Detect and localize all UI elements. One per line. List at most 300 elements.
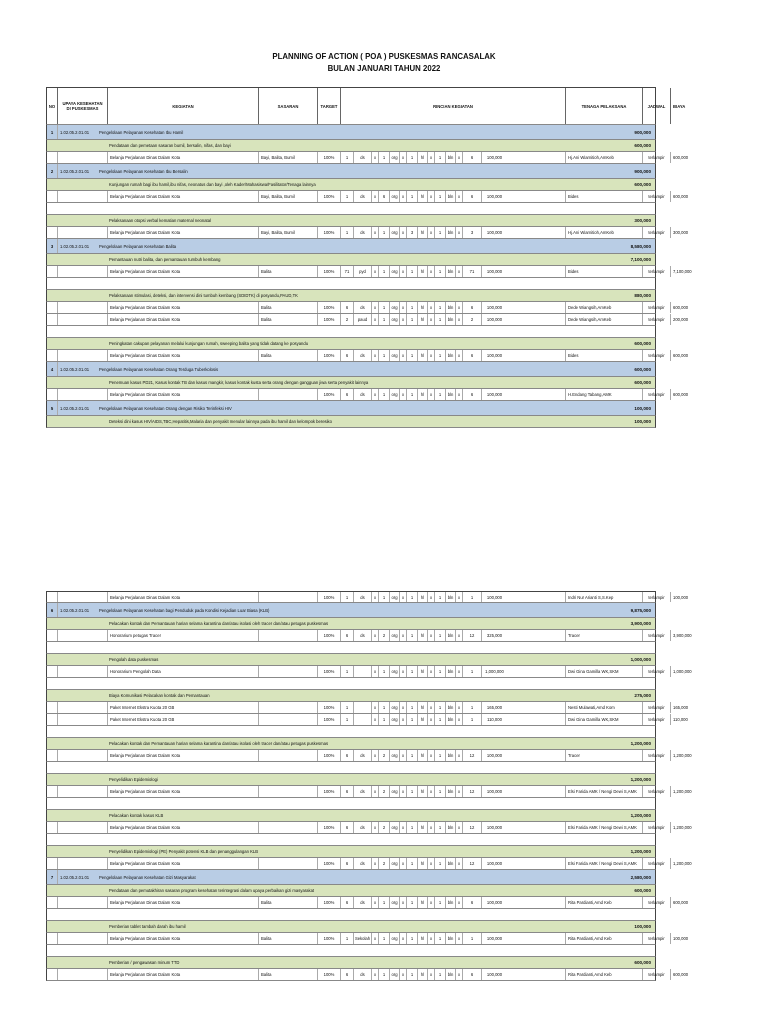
rincian-cell: 1 [378,152,389,163]
rincian-cell: org [389,592,399,602]
rincian-cell: x [399,702,406,713]
rincian-cell: 1 [434,969,445,980]
rincian-cell: x [371,822,378,833]
kegiatan-row [46,957,656,969]
detail-biaya: 300,000 [670,227,690,238]
detail-row [46,750,692,762]
program-code: 1.02.05.2.01.01 [57,164,97,178]
rincian-cell: pyd [353,266,371,277]
rincian-cell: 2 [378,786,389,797]
detail-kegiatan: Honorarium petugas Tracer [107,630,258,641]
rincian-cell: ds [353,822,371,833]
rincian-cell: x [399,858,406,869]
rincian-cell: x [371,630,378,641]
detail-jadwal: terlampir [642,314,670,325]
kegiatan-total: 1,200,000 [630,849,651,854]
rincian-cell: x [371,389,378,400]
rincian-cell: x [455,266,462,277]
rincian-cell: ds [353,969,371,980]
rincian-cell: 1 [378,702,389,713]
detail-kegiatan: Belanja Perjalanan Dinas Dalam Kota [107,227,258,238]
detail-kegiatan: Belanja Perjalanan Dinas Dalam Kota [107,897,258,908]
rincian-cell: 1 [378,714,389,725]
rincian-cell: x [399,822,406,833]
rincian-cell: 6 [340,969,353,980]
rincian-cell: hl [417,822,427,833]
rincian-cell: ds [353,750,371,761]
rincian-cell: 12 [462,786,481,797]
rincian-cell: bln [445,314,455,325]
rincian-cell: org [389,227,399,238]
rincian-cell: x [427,302,434,313]
detail-no-cell [47,592,57,602]
rincian-cell: ds [353,350,371,361]
rincian-cell: x [455,666,462,677]
detail-target: 100% [317,969,340,980]
detail-upaya-cell [57,822,107,833]
detail-sasaran: Balita [258,350,317,361]
program-name: Pengelolaan Pelayanan Kesehatan Ibu Bersalin [99,168,188,174]
spacer-row [46,909,656,921]
detail-upaya-cell [57,933,107,944]
kegiatan-total: 100,000 [634,924,651,929]
rincian-cell: ds [353,389,371,400]
rincian-cell: 1 [406,750,417,761]
detail-biaya: 600,000 [670,152,690,163]
rincian-cell: x [427,314,434,325]
detail-target: 100% [317,152,340,163]
detail-row [46,714,688,726]
detail-target: 100% [317,350,340,361]
rincian-cell: bln [445,969,455,980]
rincian-cell: x [399,266,406,277]
kegiatan-total: 1,200,000 [630,741,651,746]
detail-target: 100% [317,592,340,602]
spacer-row [46,945,656,957]
rincian-cell: 1 [434,822,445,833]
rincian-cell: hl [417,858,427,869]
rincian-cell: 1 [462,714,481,725]
rincian-cell: x [371,786,378,797]
rincian-cell: 1 [462,702,481,713]
rincian-cell: 12 [462,630,481,641]
detail-biaya: 600,000 [670,897,690,908]
rincian-cell [353,666,371,677]
detail-tenaga: Dwi Gina Gamilla WK,SKM [565,666,642,677]
rincian-cell: ds [353,191,371,202]
rincian-cell: hl [417,750,427,761]
rincian-cell: x [371,897,378,908]
rincian-cell: 6 [462,191,481,202]
detail-tenaga: Elsi Farida AMK / Nengi Dewi S,AMK [565,822,642,833]
kegiatan-row [46,690,656,702]
rincian-cell: 6 [340,822,353,833]
detail-upaya-cell [57,702,107,713]
rincian-cell [353,702,371,713]
detail-row [46,350,689,362]
rincian-cell: 1 [378,933,389,944]
detail-no-cell [47,897,57,908]
detail-kegiatan: Belanja Perjalanan Dinas Dalam Kota [107,302,258,313]
kegiatan-row [46,618,656,630]
detail-biaya: 1,200,000 [670,822,694,833]
detail-row [46,302,689,314]
rincian-cell: x [455,191,462,202]
rincian-cell: 6 [340,786,353,797]
rincian-cell: 1 [340,152,353,163]
detail-row [46,266,692,278]
spacer-row [46,203,656,215]
kegiatan-name: Penyelidikan Epidemiologi (PE) Penyakit potensi KLB dan penanggulangan KLB [109,849,258,854]
kegiatan-name: Pemberian / pengawasan minum TTD [109,960,180,965]
program-row [46,603,656,618]
kegiatan-name: Kunjungan rumah bagi ibu hamil,ibu nifas, neonatus dan bayi ,oleh Kader/Mahasiswa/Fasilitator/Tenaga lainnya [109,182,316,187]
rincian-cell: x [427,350,434,361]
kegiatan-row [46,738,656,750]
rincian-cell [353,714,371,725]
rincian-cell: 1 [406,702,417,713]
rincian-cell: 1 [406,191,417,202]
spacer-row [46,326,656,338]
spacer-row [46,278,656,290]
detail-target: 100% [317,702,340,713]
detail-tenaga: Hj.Ani Wiarnitioh,AmKeb [565,227,642,238]
rincian-cell: hl [417,592,427,602]
spacer-row [46,726,656,738]
rincian-cell: org [389,266,399,277]
kegiatan-name: Pelacakan kontak kasus KLB [109,813,164,818]
rincian-cell: org [389,714,399,725]
detail-row [46,314,689,326]
detail-jadwal: terlampir [642,897,670,908]
rincian-cell: 1 [434,750,445,761]
detail-sasaran: Balita [258,302,317,313]
rincian-cell: 100,000 [481,969,507,980]
rincian-cell: 1 [434,227,445,238]
rincian-cell: 1 [378,897,389,908]
rincian-cell: x [455,227,462,238]
program-total: 900,000 [634,129,651,135]
detail-sasaran: Balita [258,266,317,277]
rincian-cell: 1 [434,152,445,163]
rincian-cell: x [427,152,434,163]
detail-sasaran: Balita [258,314,317,325]
rincian-cell: x [455,702,462,713]
detail-kegiatan: Paket Internet Ekstra Kuota 20 GB [107,714,258,725]
kegiatan-total: 275,000 [634,693,651,698]
detail-no-cell [47,191,57,202]
rincian-cell: 100,000 [481,227,507,238]
rincian-cell: x [427,389,434,400]
rincian-cell: 100,000 [481,266,507,277]
detail-sasaran: Bayi, Balita, Bumil [258,152,317,163]
detail-biaya: 1,200,000 [670,858,694,869]
poa-table-page-1 [46,87,692,428]
detail-jadwal: terlampir [642,750,670,761]
detail-jadwal: terlampir [642,350,670,361]
header-target: TARGET [317,88,340,124]
detail-tenaga: Indri Nur Arianti S,S.Kep [565,592,642,602]
detail-no-cell [47,389,57,400]
program-row [46,164,656,179]
rincian-cell: ds [353,302,371,313]
detail-upaya-cell [57,389,107,400]
detail-tenaga: Dede Wiangsih,AmKeb [565,302,642,313]
rincian-cell: 2 [378,750,389,761]
rincian-cell: hl [417,933,427,944]
rincian-cell: 1,000,000 [481,666,507,677]
rincian-cell: 2 [462,314,481,325]
detail-tenaga: Nesti Mulawati,Amd Kom [565,702,642,713]
rincian-cell: 1 [378,969,389,980]
rincian-cell: x [371,227,378,238]
detail-sasaran: Balita [258,897,317,908]
rincian-cell: 1 [340,933,353,944]
rincian-cell: x [427,227,434,238]
detail-tenaga: Tracer [565,630,642,641]
kegiatan-name: Pelacakan kontak dan Pemantauan harian selama karantina dan/atau isolasi oleh tracer dan/atau petugas puskesmas [109,621,329,626]
kegiatan-total: 300,000 [634,218,651,223]
rincian-cell: x [455,714,462,725]
rincian-cell: x [399,933,406,944]
kegiatan-row [46,140,656,152]
kegiatan-name: Pelaksanaan stimulasi, deteksi, dan intervensi dini tumbuh kembang (SDIDTK) di posyandu,PAUD,TK [109,293,298,298]
detail-jadwal: terlampir [642,933,670,944]
rincian-cell: 1 [434,350,445,361]
rincian-cell: x [371,702,378,713]
rincian-cell: 1 [340,227,353,238]
program-name: Pengelolaan Pelayanan Kesehatan Ibu Hamil [99,129,184,135]
detail-upaya-cell [57,858,107,869]
rincian-cell: bln [445,750,455,761]
rincian-cell: 1 [434,302,445,313]
rincian-cell: bln [445,666,455,677]
rincian-cell: 1 [406,897,417,908]
rincian-cell: 1 [340,714,353,725]
rincian-cell: bln [445,786,455,797]
rincian-cell: 1 [406,714,417,725]
detail-no-cell [47,666,57,677]
detail-biaya: 200,000 [670,314,690,325]
rincian-cell: x [455,389,462,400]
rincian-cell: 3 [462,227,481,238]
rincian-cell: hl [417,314,427,325]
rincian-cell: hl [417,191,427,202]
rincian-cell: 1 [378,314,389,325]
rincian-cell: hl [417,702,427,713]
rincian-cell: x [399,302,406,313]
detail-sasaran [258,702,317,713]
rincian-cell: 1 [406,786,417,797]
rincian-cell: x [427,897,434,908]
detail-upaya-cell [57,152,107,163]
detail-upaya-cell [57,630,107,641]
detail-jadwal: terlampir [642,227,670,238]
detail-row [46,389,689,401]
rincian-cell: x [399,227,406,238]
rincian-cell: 1 [434,592,445,602]
detail-tenaga: H.Endang Tabang,AMK [565,389,642,400]
rincian-cell: 1 [434,897,445,908]
rincian-cell: 6 [340,302,353,313]
rincian-cell: hl [417,969,427,980]
rincian-cell: 1 [434,714,445,725]
detail-kegiatan: Belanja Perjalanan Dinas Dalam Kota [107,314,258,325]
rincian-cell: org [389,314,399,325]
rincian-cell: 1 [378,389,389,400]
detail-no-cell [47,786,57,797]
program-total: 100,000 [634,405,651,411]
rincian-cell: 1 [406,592,417,602]
rincian-cell: hl [417,630,427,641]
rincian-cell: 165,000 [481,702,507,713]
kegiatan-name: Pengolah data puskesmas [109,657,159,662]
kegiatan-row [46,885,656,897]
detail-kegiatan: Belanja Perjalanan Dinas Dalam Kota [107,858,258,869]
detail-kegiatan: Belanja Perjalanan Dinas Dalam Kota [107,933,258,944]
rincian-cell: x [455,969,462,980]
detail-target: 100% [317,666,340,677]
detail-no-cell [47,314,57,325]
rincian-cell: 6 [340,350,353,361]
rincian-cell: org [389,152,399,163]
program-name: Pengelolaan Pelayanan Kesehatan Orang dengan Risiko Terinfeksi HIV [99,405,232,411]
detail-no-cell [47,858,57,869]
detail-target: 100% [317,933,340,944]
kegiatan-name: Pemberian tablet tambah darah ibu hamil [109,924,186,929]
rincian-cell: 1 [462,933,481,944]
detail-jadwal: terlampir [642,592,670,602]
kegiatan-row [46,654,656,666]
rincian-cell: x [399,152,406,163]
header-biaya: BIAYA [670,88,687,124]
program-row [46,362,656,377]
rincian-cell: x [455,314,462,325]
rincian-cell: 100,000 [481,302,507,313]
program-total: 600,000 [634,366,651,372]
kegiatan-name: Pendataan dan pemetaan sasaran bumil, bersalin, nifas, dan bayi [109,143,231,148]
detail-row [46,227,689,239]
program-row [46,125,656,140]
kegiatan-name: Pelaksanaan otopsi verbal kematian maternal neonatal [109,218,211,223]
detail-row [46,858,692,870]
poa-table-page-2 [46,591,692,981]
rincian-cell: x [427,786,434,797]
rincian-cell: 1 [378,227,389,238]
kegiatan-row [46,377,656,389]
rincian-cell: hl [417,152,427,163]
rincian-cell: x [427,858,434,869]
rincian-cell: x [427,592,434,602]
kegiatan-name: Penyelidikan Epidemiologi [109,777,158,782]
detail-jadwal: terlampir [642,702,670,713]
rincian-cell: 6 [462,897,481,908]
detail-upaya-cell [57,786,107,797]
detail-jadwal: terlampir [642,630,670,641]
program-row [46,870,656,885]
detail-tenaga: Dwi Gina Gamilla WK,SKM [565,714,642,725]
rincian-cell: x [455,897,462,908]
rincian-cell: 1 [378,302,389,313]
kegiatan-name: Pemantauan nutri balita, dan pemantauan tumbuh kembang [109,257,221,262]
rincian-cell: 100,000 [481,152,507,163]
detail-target: 100% [317,630,340,641]
kegiatan-row [46,810,656,822]
rincian-cell: 1 [340,592,353,602]
detail-no-cell [47,969,57,980]
detail-kegiatan: Belanja Perjalanan Dinas Dalam Kota [107,266,258,277]
program-number: 4 [50,366,54,372]
rincian-cell: x [371,314,378,325]
detail-row [46,969,689,981]
detail-row [46,702,689,714]
detail-tenaga: Elsi Farida AMK / Nengi Dewi S,AMK [565,858,642,869]
rincian-cell: 1 [406,969,417,980]
rincian-cell: 71 [340,266,353,277]
detail-biaya: 1,200,000 [670,786,694,797]
detail-upaya-cell [57,314,107,325]
detail-target: 100% [317,227,340,238]
detail-target: 100% [317,191,340,202]
detail-biaya: 600,000 [670,302,690,313]
rincian-cell: bln [445,822,455,833]
detail-upaya-cell [57,227,107,238]
detail-no-cell [47,302,57,313]
rincian-cell: 6 [340,897,353,908]
rincian-cell: x [371,592,378,602]
rincian-cell: x [455,302,462,313]
kegiatan-name: Biaya Komunikasi Pelacakan kontak dan Pemantauan [109,693,210,698]
rincian-cell: x [371,714,378,725]
detail-jadwal: terlampir [642,786,670,797]
detail-jadwal: terlampir [642,152,670,163]
header-kegiatan: KEGIATAN [107,88,258,124]
rincian-cell: x [399,630,406,641]
rincian-cell: org [389,666,399,677]
rincian-cell: 1 [462,666,481,677]
detail-biaya: 110,000 [670,714,690,725]
header-no: NO [48,103,56,109]
header-sasaran: SASARAN [258,88,317,124]
detail-biaya: 100,000 [670,592,690,602]
detail-no-cell [47,714,57,725]
rincian-cell: org [389,858,399,869]
kegiatan-total: 7,100,000 [630,257,651,262]
detail-no-cell [47,152,57,163]
program-row [46,239,656,254]
rincian-cell: 1 [406,858,417,869]
rincian-cell: 1 [406,666,417,677]
rincian-cell: 1 [406,389,417,400]
rincian-cell: hl [417,266,427,277]
rincian-cell: hl [417,350,427,361]
detail-upaya-cell [57,750,107,761]
rincian-cell: hl [417,897,427,908]
header-rincian: RINCIAN KEGIATAN [340,88,565,124]
detail-jadwal: terlampir [642,666,670,677]
header-tenaga: TENAGA PELAKSANA [565,88,642,124]
detail-no-cell [47,630,57,641]
program-number: 5 [50,405,54,411]
detail-kegiatan: Belanja Perjalanan Dinas Dalam Kota [107,786,258,797]
program-code: 1.02.05.2.01.01 [57,870,97,884]
rincian-cell: 71 [462,266,481,277]
rincian-cell: x [371,969,378,980]
rincian-cell: bln [445,302,455,313]
detail-biaya: 100,000 [670,933,690,944]
detail-jadwal: terlampir [642,714,670,725]
detail-biaya: 3,900,000 [670,630,694,641]
